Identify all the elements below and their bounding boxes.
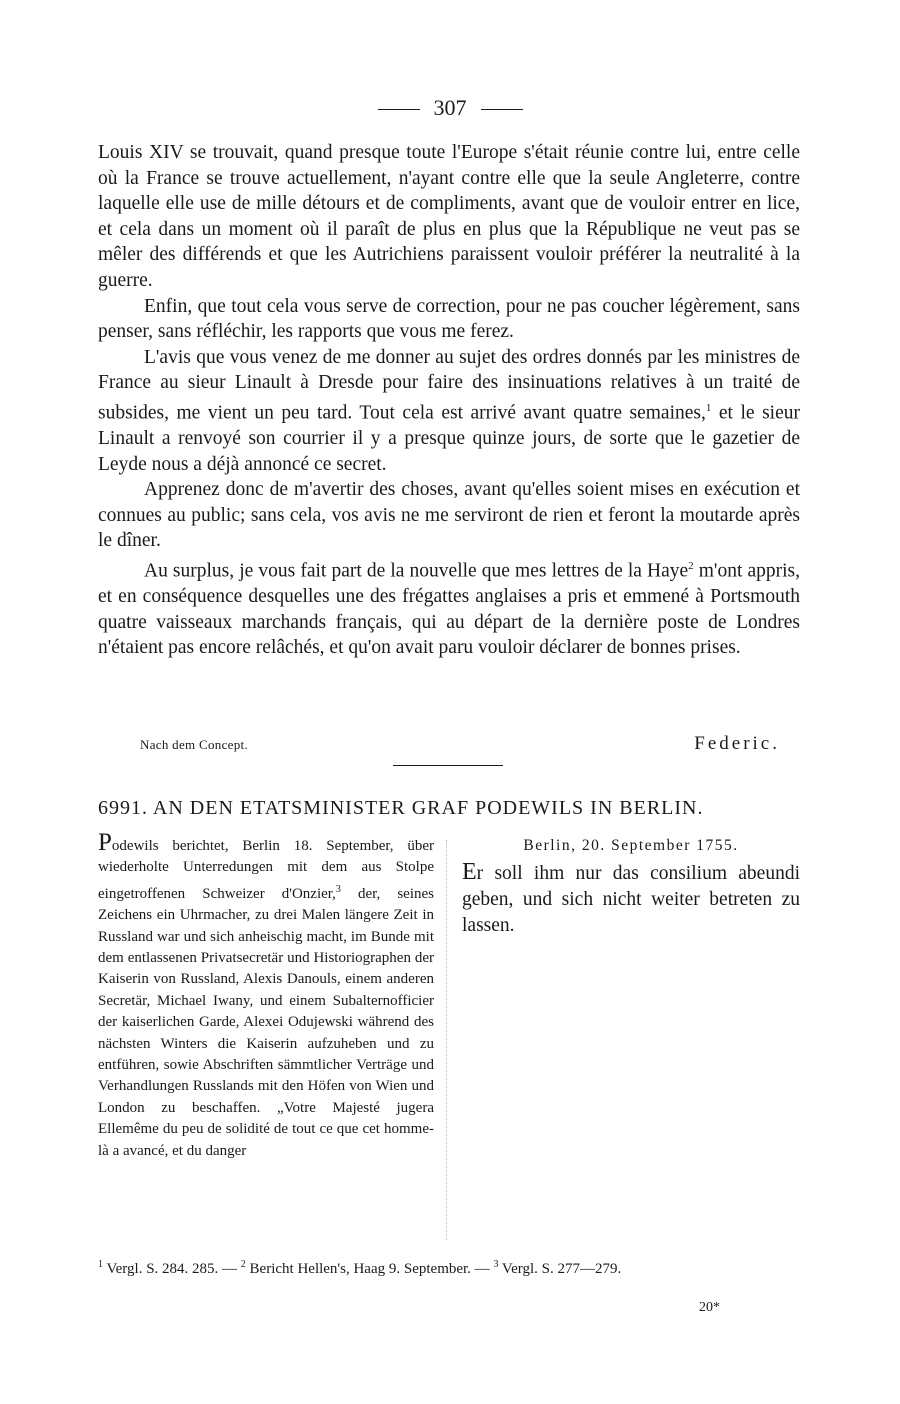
letter-reply (462, 837, 800, 939)
footnote-2-text: Bericht Hellen's, Haag 9. September. — (249, 1261, 490, 1277)
footnote-1-number: 1 (98, 1259, 103, 1270)
header-rule-left (378, 109, 420, 110)
closing-row (140, 733, 780, 763)
summary-initial: P (98, 829, 112, 856)
paragraph-5-text: Au surplus, je vous fait part de la nouvelle que mes lettres de la Haye (144, 560, 689, 582)
column-rule (446, 840, 447, 1240)
paragraph-1: Louis XIV se trouvait, quand presque toute l'Europe s'était réunie contre lui, entre celle où la France se trouve actuellement, n'ayant contre elle que la seule Angleterre, contre laquelle elle use de mille détours et de compliments, avant que de vouloir entrer en lice, et cela dans un moment où il paraît de plus en plus que la République ne veut pas se mêler des différends et que les Autrichiens paraissent vouloir préférer la neutralité à la guerre. (98, 142, 800, 291)
summary-text-2: der, seines Zeichens ein Uhrmacher, zu drei Malen längere Zeit in Russland war und sich anheischig macht, im Bunde mit dem entlassenen Privatsecretär und Historiographen der Kaiserin von Russland, Alexis Danouls, einem anderen Secretär, Michael Iwany, und einem Subalternofficier der kaiserlichen Garde, Alexei Odujewski während des nächsten Winters die Kaiserin aufzuheben und zu entführen, sowie Abschriften sämmtlicher Verträge und Verhandlungen Russlands mit den Höfen von Wien und London zu beschaffen. „Votre Majesté jugera Ellemême du peu de solidité de tout ce que cet homme-là a avancé, et du danger (98, 885, 434, 1159)
footnote-3-number: 3 (493, 1259, 499, 1270)
paragraph-5 (98, 554, 800, 661)
footnote-ref-2: 2 (688, 560, 694, 572)
signature: Federic. (694, 733, 780, 754)
letter-summary (98, 829, 434, 1162)
reply-dateline: Berlin, 20. September 1755. (523, 837, 739, 854)
paragraph-3-rest: et le sieur Linault a renvoyé son courrier il y a presque quinze jours, de sorte que le gazetier de Leyde nous a déjà annoncé ce secret. (98, 402, 800, 475)
reply-text (462, 859, 800, 939)
summary-text-1: odewils berichtet, Berlin 18. September, über wiederholte Unterredungen mit dem aus Stolpe eingetroffenen Schweizer d'Onzier, (98, 838, 434, 902)
header-rule-right (481, 109, 523, 110)
paragraph-4: Apprenez donc de m'avertir des choses, avant qu'elles soient mises en exécution et connues au public; sans cela, vos avis ne me serviront de rien et feront la moutarde après le dîner. (98, 479, 800, 552)
printer-signature-mark: 20* (699, 1300, 720, 1315)
footnote-1-text: Vergl. S. 284. 285. — (106, 1261, 238, 1277)
footnote-ref-3: 3 (335, 883, 341, 895)
footnote-2-number: 2 (240, 1259, 246, 1270)
page-header (0, 95, 900, 121)
page-number: 307 (433, 95, 467, 120)
source-note: Nach dem Concept. (140, 737, 248, 752)
paragraph-5-rest: m'ont appris, et en conséquence desquelles une des frégattes anglaises a pris et emmené à Portsmouth quatre vaisseaux marchands français, qui au départ de la dernière poste de Londres n'étaient pas encore relâchés, et qu'on avait paru vouloir déclarer de bonnes prises. (98, 560, 800, 659)
footnote-3-text: Vergl. S. 277—279. (501, 1261, 622, 1277)
footnotes (98, 1255, 804, 1279)
reply-initial: E (462, 859, 477, 885)
letter-heading: 6991. AN DEN ETATSMINISTER GRAF PODEWILS IN BERLIN. (98, 797, 704, 819)
main-text (98, 140, 800, 661)
footnote-ref-1: 1 (705, 401, 712, 414)
paragraph-3-text: L'avis que vous venez de me donner au sujet des ordres donnés par les ministres de France au sieur Linault à Dresde pour faire des insinuations relatives à un traité de subsides, me vient un peu tard. Tout cela est arrivé avant quatre semaines, (98, 346, 800, 424)
paragraph-2: Enfin, que tout cela vous serve de correction, pour ne pas coucher légèrement, sans penser, sans réfléchir, les rapports que vous me ferez. (98, 295, 800, 343)
section-divider (393, 765, 503, 766)
paragraph-3 (98, 345, 800, 477)
reply-body: r soll ihm nur das consilium abeundi geben, und sich nicht weiter betreten zu lassen. (462, 863, 800, 936)
